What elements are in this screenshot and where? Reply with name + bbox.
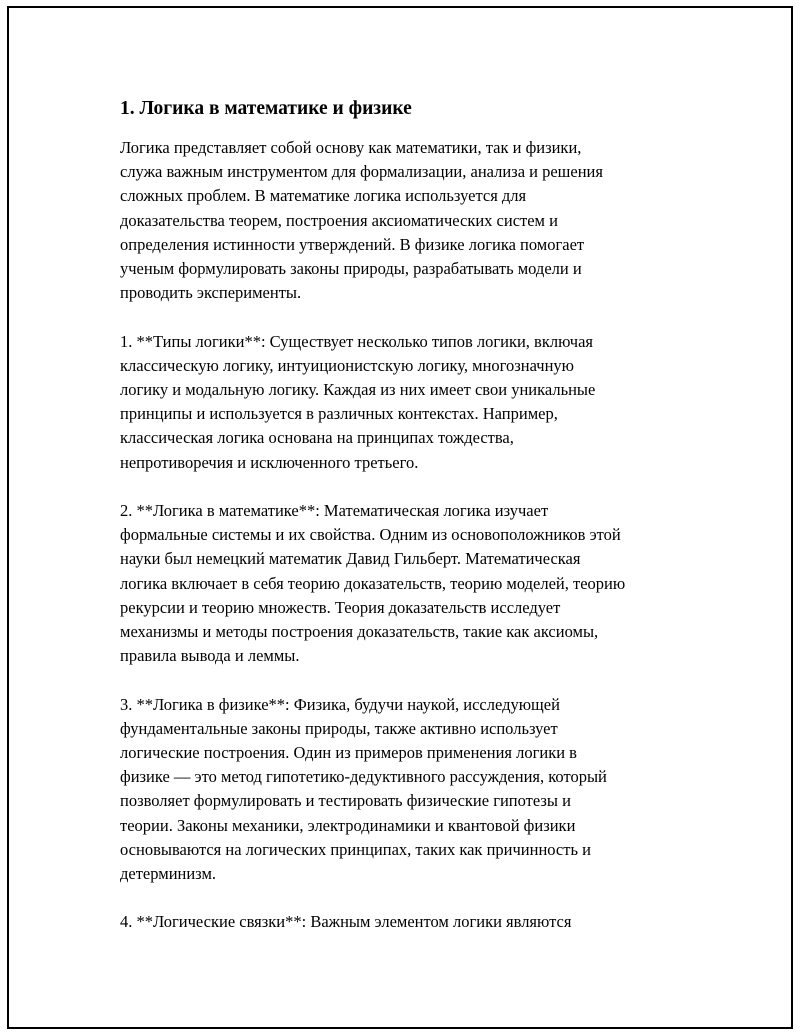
text-line: Логика представляет собой основу как математики, так и физики,: [120, 138, 582, 157]
text-line: механизмы и методы построения доказательств, такие как аксиомы,: [120, 622, 599, 642]
text-line: ученым формулировать законы природы, разрабатывать модели и: [120, 259, 582, 279]
text-line: 1. **Типы логики**: Существует несколько типов логики, включая: [120, 331, 593, 351]
text-line: позволяет формулировать и тестировать физические гипотезы и: [120, 791, 571, 811]
text-line: принципы и используется в различных контекстах. Например,: [120, 404, 558, 424]
text-line: фундаментальные законы природы, также активно использует: [120, 718, 558, 738]
logic-in-math-paragraph: [120, 499, 705, 668]
document-content: [120, 96, 705, 959]
intro-paragraph: [120, 136, 705, 305]
text-line: рекурсии и теорию множеств. Теория доказательств исследует: [120, 597, 561, 617]
text-line: логика включает в себя теорию доказательств, теорию моделей, теорию: [120, 573, 626, 593]
text-line: 2. **Логика в математике**: Математическая логика изучает: [120, 501, 549, 521]
text-line: классическую логику, интуиционистскую логику, многозначную: [120, 355, 575, 375]
section-heading: 1. Логика в математике и физике: [120, 98, 412, 119]
text-line: непротиворечия и исключенного третьего.: [120, 452, 419, 472]
logical-connectives-paragraph: [120, 910, 705, 934]
text-line: доказательства теорем, построения аксиоматических систем и: [120, 210, 558, 230]
text-line: сложных проблем. В математике логика используется для: [120, 186, 527, 206]
text-line: детерминизм.: [120, 864, 217, 884]
text-line: правила вывода и леммы.: [120, 646, 300, 666]
text-line: служа важным инструментом для формализации, анализа и решения: [120, 162, 603, 182]
text-line: логику и модальную логику. Каждая из них имеет свои уникальные: [120, 380, 596, 400]
text-line: 4. **Логические связки**: Важным элементом логики являются: [120, 912, 572, 932]
text-line: 3. **Логика в физике**: Физика, будучи наукой, исследующей: [120, 694, 560, 714]
text-line: теории. Законы механики, электродинамики и квантовой физики: [120, 815, 576, 835]
text-line: науки был немецкий математик Давид Гильберт. Математическая: [120, 549, 581, 569]
text-line: основываются на логических принципах, таких как причинность и: [120, 839, 591, 859]
text-line: проводить эксперименты.: [120, 283, 302, 303]
text-line: логические построения. Один из примеров применения логики в: [120, 743, 577, 763]
text-line: определения истинности утверждений. В физике логика помогает: [120, 234, 585, 254]
text-line: физике — это метод гипотетико-дедуктивного рассуждения, который: [120, 767, 607, 787]
document-page: [7, 6, 793, 1029]
text-line: классическая логика основана на принципах тождества,: [120, 428, 514, 448]
logic-in-physics-paragraph: [120, 693, 705, 887]
logic-types-paragraph: [120, 330, 705, 475]
text-line: формальные системы и их свойства. Одним из основоположников этой: [120, 525, 621, 545]
